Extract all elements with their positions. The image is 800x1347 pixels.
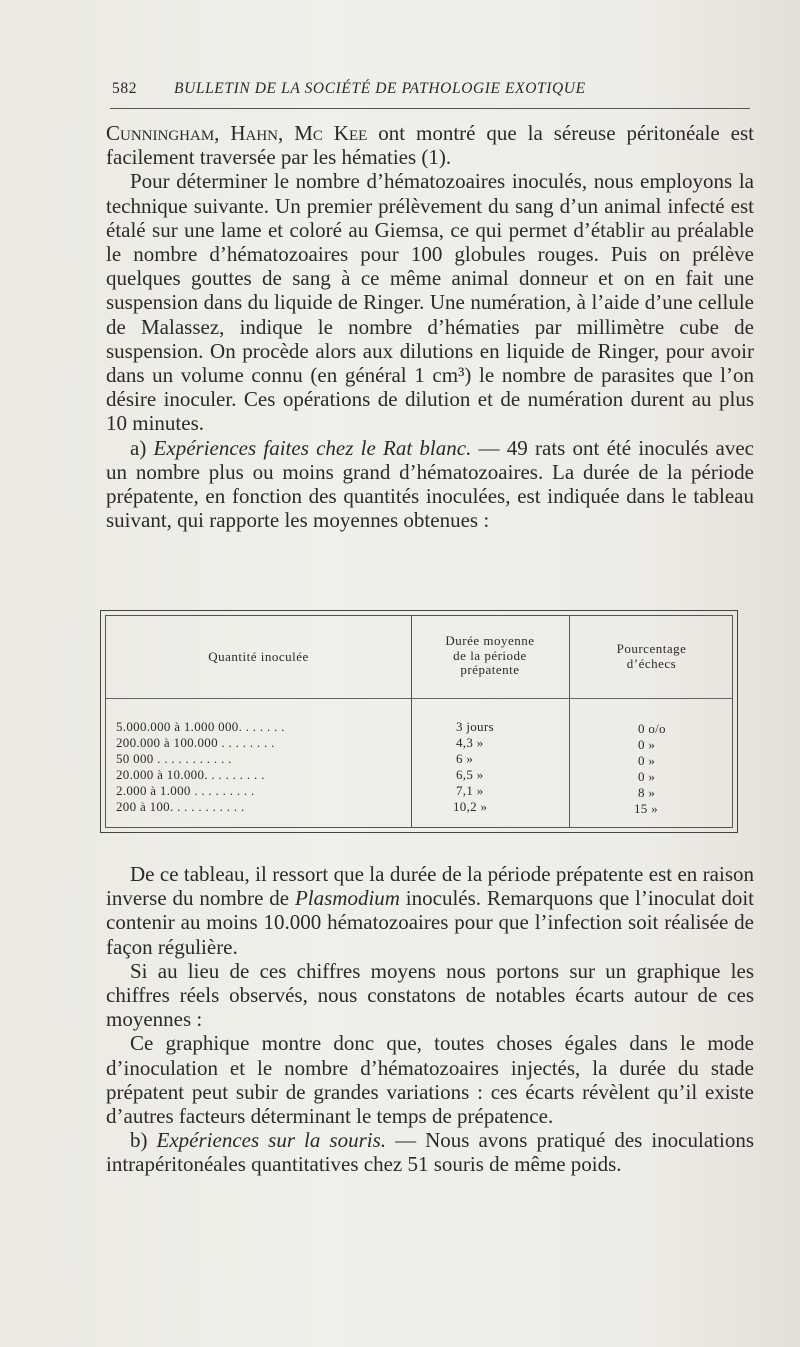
header-failures-line-1: Pourcentage	[616, 641, 687, 656]
conclusion-paragraph-3: Ce graphique montre donc que, toutes choses égales dans le mode d’inoculation et le nombre d’hématozoaires injectés, la durée du stade prépatent peut subir de grandes variations : ces écarts révèlent qu’il existe d’autres facteurs déterminant le temps de prépatence.	[106, 1031, 754, 1129]
table-row-quantity: 5.000.000 à 1.000 000. . . . . . .	[116, 719, 285, 734]
table-row-failures: 0 »	[638, 737, 656, 752]
section-letter-b: b)	[130, 1128, 157, 1153]
table-row-duration: 3 jours	[456, 719, 494, 734]
plasmodium-term: Plasmodium	[294, 886, 400, 911]
intro-paragraph-3	[106, 436, 754, 533]
table-inner-frame	[105, 615, 733, 828]
conclusion-paragraph-1	[106, 862, 754, 959]
table-row-quantity: 200 à 100. . . . . . . . . . .	[116, 799, 245, 814]
table-row-duration: 10,2 »	[453, 799, 488, 814]
table-row-quantity: 20.000 à 10.000. . . . . . . . .	[116, 767, 265, 782]
header-rule	[110, 108, 750, 109]
journal-title: BULLETIN DE LA SOCIÉTÉ DE PATHOLOGIE EXOTIQUE	[174, 80, 586, 97]
header-duration-line-3: prépatente	[460, 662, 520, 677]
conclusion-paragraph-1-b: inoculés. Remarquons que l’inoculat doit contenir au moins 10.000 hématozoaires pour que l’infection soit réalisée de façon régulière.	[106, 886, 754, 959]
conclusion-paragraph-2: Si au lieu de ces chiffres moyens nous portons sur un graphique les chiffres réels observés, nous constatons de notables écarts autour de ces moyennes :	[106, 958, 754, 1032]
table-row-duration: 4,3 »	[456, 735, 484, 750]
authors: Cunningham, Hahn, Mc Kee	[106, 121, 368, 145]
table-row-quantity: 200.000 à 100.000 . . . . . . . .	[116, 735, 275, 750]
table-row-failures: 0 »	[638, 769, 656, 784]
section-heading-mouse: Expériences sur la souris.	[156, 1128, 387, 1153]
header-divider	[106, 698, 732, 699]
table-row-failures: 0 o/o	[638, 721, 666, 736]
conclusion-paragraph-4-text: — Nous avons pratiqué des inoculations intrapéritonéales quantitatives chez 51 souris de même poids.	[106, 1128, 754, 1177]
header-duration	[411, 634, 569, 678]
header-quantity: Quantité inoculée	[208, 649, 309, 664]
conclusion-paragraph-1-a: De ce tableau, il ressort que la durée de la période prépatente est en raison inverse du nombre de	[106, 862, 754, 911]
table-row-duration: 6 »	[456, 751, 474, 766]
intro-paragraph-1-text: ont montré que la séreuse péritonéale est facilement traversée par les hématies (1).	[106, 121, 755, 170]
table-row-quantity: 2.000 à 1.000 . . . . . . . . .	[116, 783, 255, 798]
table-row-duration: 6,5 »	[456, 767, 484, 782]
page-number: 582	[112, 80, 138, 97]
table-row-quantity: 50 000 . . . . . . . . . . .	[116, 751, 232, 766]
intro-paragraph-1	[106, 121, 754, 169]
conclusion-paragraph-4	[106, 1128, 754, 1176]
header-failures	[569, 642, 734, 671]
intro-text	[106, 121, 754, 532]
table-row-failures: 8 »	[638, 785, 656, 800]
table-row-duration: 7,1 »	[456, 783, 484, 798]
header-duration-line-2: de la période	[453, 647, 527, 663]
header-duration-line-1: Durée moyenne	[445, 633, 535, 648]
table-row-failures: 15 »	[634, 801, 658, 816]
section-letter: a)	[130, 435, 154, 460]
results-table	[100, 610, 738, 833]
section-heading-rat: Expériences faites chez le Rat blanc.	[153, 435, 472, 460]
conclusion-text	[106, 862, 754, 1177]
intro-paragraph-3-text: — 49 rats ont été inoculés avec un nombre plus ou moins grand d’hématozoaires. La durée de la période prépatente, en fonction des quantités inoculées, est indiquée dans le tableau suivant, qui rapporte les moyennes obtenues :	[106, 435, 754, 533]
intro-paragraph-2: Pour déterminer le nombre d’hématozoaires inoculés, nous employons la technique suivante. Un premier prélèvement du sang d’un animal infecté est étalé sur une lame et coloré au Giemsa, ce qui permet d’établir au préalable le nombre d’hématozoaires pour 100 globules rouges. Puis on prélève quelques gouttes de sang à ce même animal donneur et on en fait une suspension dans du liquide de Ringer. Une numération, à l’aide d’une cellule de Malassez, indique le nombre d’hématies par millimètre cube de suspension. On procède alors aux dilutions en liquide de Ringer, pour avoir dans un volume connu (en général 1 cm³) le nombre de parasites que l’on désire inoculer. Ces opérations de dilution et de numération durent au plus 10 minutes.	[106, 169, 754, 436]
table-row-failures: 0 »	[638, 753, 656, 768]
header-failures-line-2: d’échecs	[626, 655, 677, 671]
